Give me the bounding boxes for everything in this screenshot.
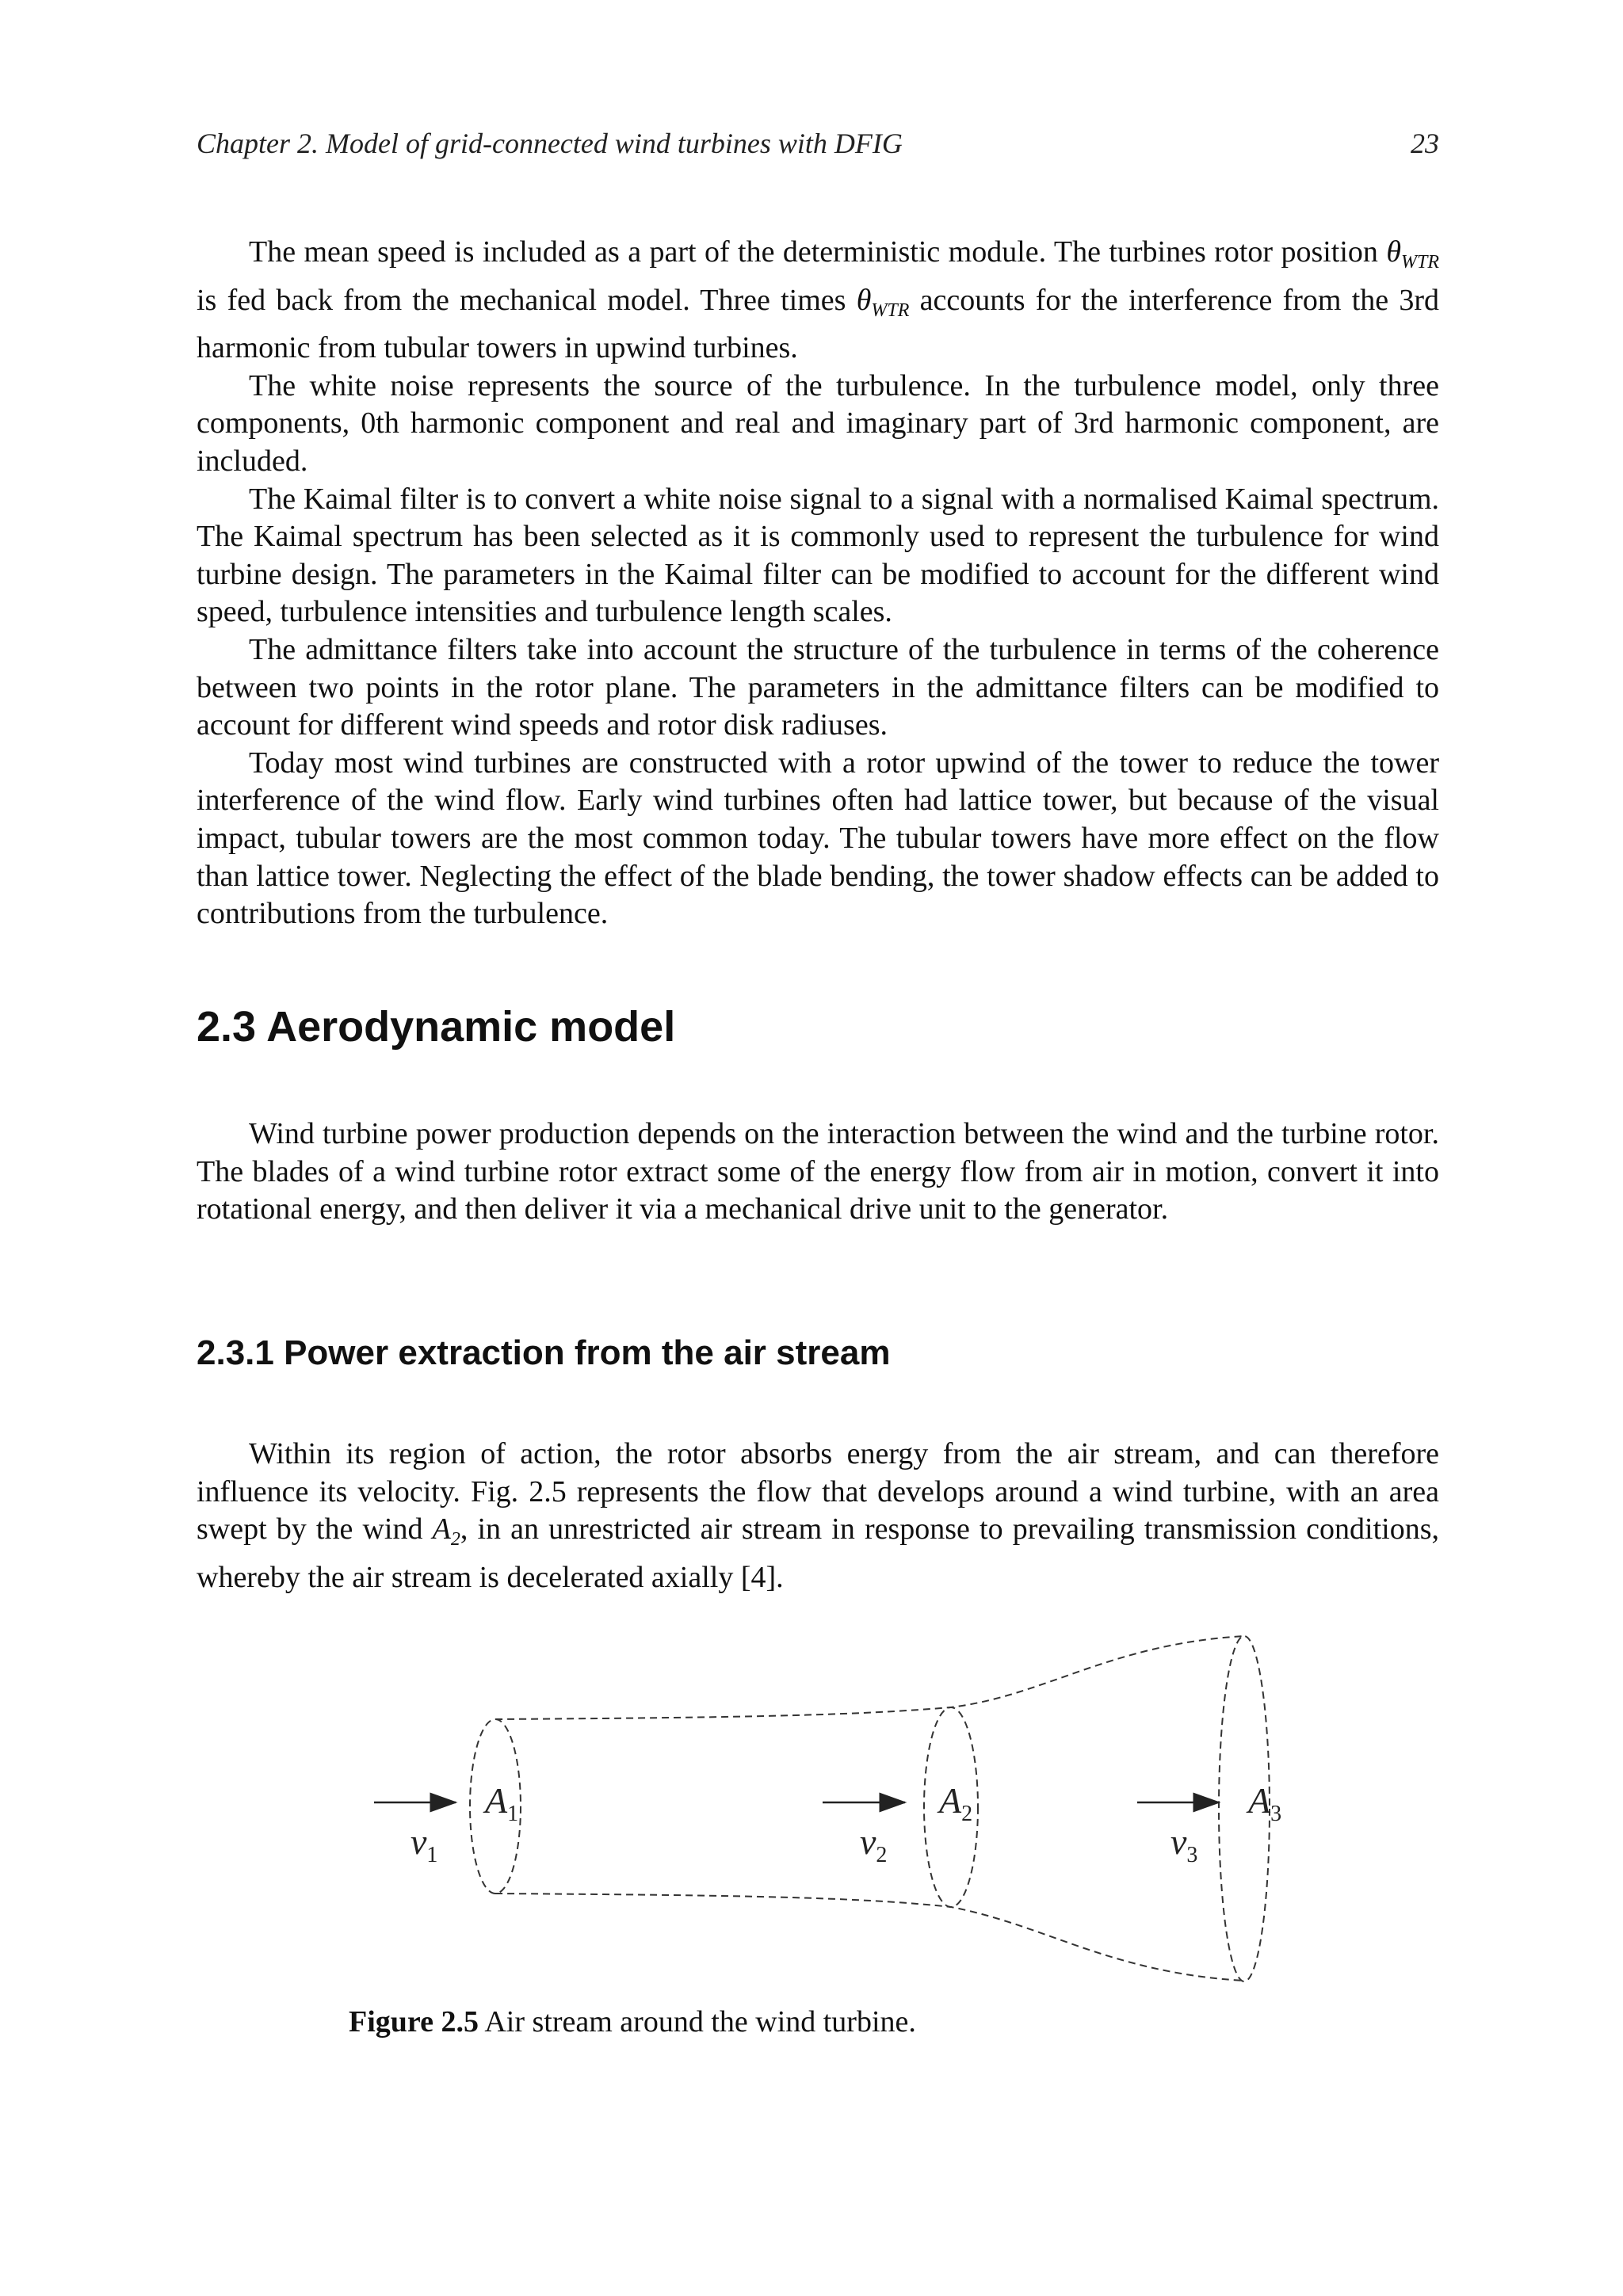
label-v2: v2 — [860, 1821, 888, 1867]
figure-number: Figure 2.5 — [349, 2005, 479, 2039]
paragraph-tower-shadow: Today most wind turbines are constructed with a rotor upwind of the tower to reduce the tower interference of the wind flow. Early wind turbines often had lattice tower, but because of the visual impact, tubular towers are the most common today. The tubular towers have more effect on the flow than lattice tower. Neglecting the effect of the blade bending, the tower shadow effects can be added to contributions from the turbulence. — [197, 746, 1439, 931]
paragraph-kaimal-filter: The Kaimal filter is to convert a white noise signal to a signal with a normalised Kaimal spectrum. The Kaimal spectrum has been selected as it is commonly used to represent the turbulence for wind turbine design. The parameters in the Kaimal filter can be modified to account for the different wind speed, turbulence intensities and turbulence length scales. — [197, 482, 1439, 629]
stream-tube-lower-boundary — [495, 1894, 1244, 1981]
paragraph-power-production: Wind turbine power production depends on the interaction between the wind and the turbine rotor. The blades of a wind turbine rotor extract some of the energy flow from air in motion, convert it into rotational energy, and then deliver it via a mechanical drive unit to the generator. — [197, 1117, 1439, 1226]
running-header — [197, 127, 1439, 171]
label-v3: v3 — [1170, 1821, 1198, 1867]
figure-caption — [349, 2004, 916, 2039]
paragraph-admittance-filters: The admittance filters take into account the structure of the turbulence in terms of the coherence between two points in the rotor plane. The parameters in the admittance filters can be modified to account for different wind speeds and rotor disk radiuses. — [197, 632, 1439, 742]
paragraph-mean-speed: The mean speed is included as a part of the deterministic module. The turbines rotor position $\theta_{WTR}$ is fed back from the mechanical model. Three times $\theta_{WTR}$ accounts for the interference from the 3rd harmonic from tubular towers in upwind turbines. — [197, 235, 1439, 365]
label-v1: v1 — [411, 1821, 438, 1867]
intro-text-block — [197, 234, 1439, 933]
area-symbol: A — [432, 1512, 451, 1547]
paragraph-region-of-action: Within its region of action, the rotor absorbs energy from the air stream, and can therefore influence its velocity. Fig. 2.5 represents the flow that develops around a wind turbine, with an area swept by the wind $A_2$, in an unrestricted air stream in response to prevailing transmission conditions, whereby the air stream is decelerated axially [4]. — [197, 1437, 1440, 1594]
theta-symbol: θ — [856, 283, 872, 317]
theta-symbol: θ — [1386, 235, 1401, 269]
chapter-title: Chapter 2. Model of grid-connected wind turbines with DFIG — [197, 128, 903, 159]
label-a1: A1 — [485, 1780, 519, 1826]
label-a3: A3 — [1248, 1780, 1282, 1826]
label-a2: A2 — [939, 1780, 973, 1826]
stream-tube-upper-boundary — [495, 1636, 1244, 1719]
aerodynamic-text-block — [197, 1116, 1439, 1229]
paragraph-white-noise: The white noise represents the source of the turbulence. In the turbulence model, only three components, 0th harmonic component and real and imaginary part of 3rd harmonic component, are included. — [197, 368, 1439, 478]
air-stream-figure — [349, 1616, 1331, 1989]
figure-caption-text: Air stream around the wind turbine. — [478, 2005, 916, 2039]
power-extraction-text-block — [197, 1436, 1439, 1596]
page-number: 23 — [1411, 128, 1439, 159]
subsection-heading: 2.3.1 Power extraction from the air stream — [197, 1333, 891, 1372]
section-heading: 2.3 Aerodynamic model — [197, 1003, 676, 1051]
